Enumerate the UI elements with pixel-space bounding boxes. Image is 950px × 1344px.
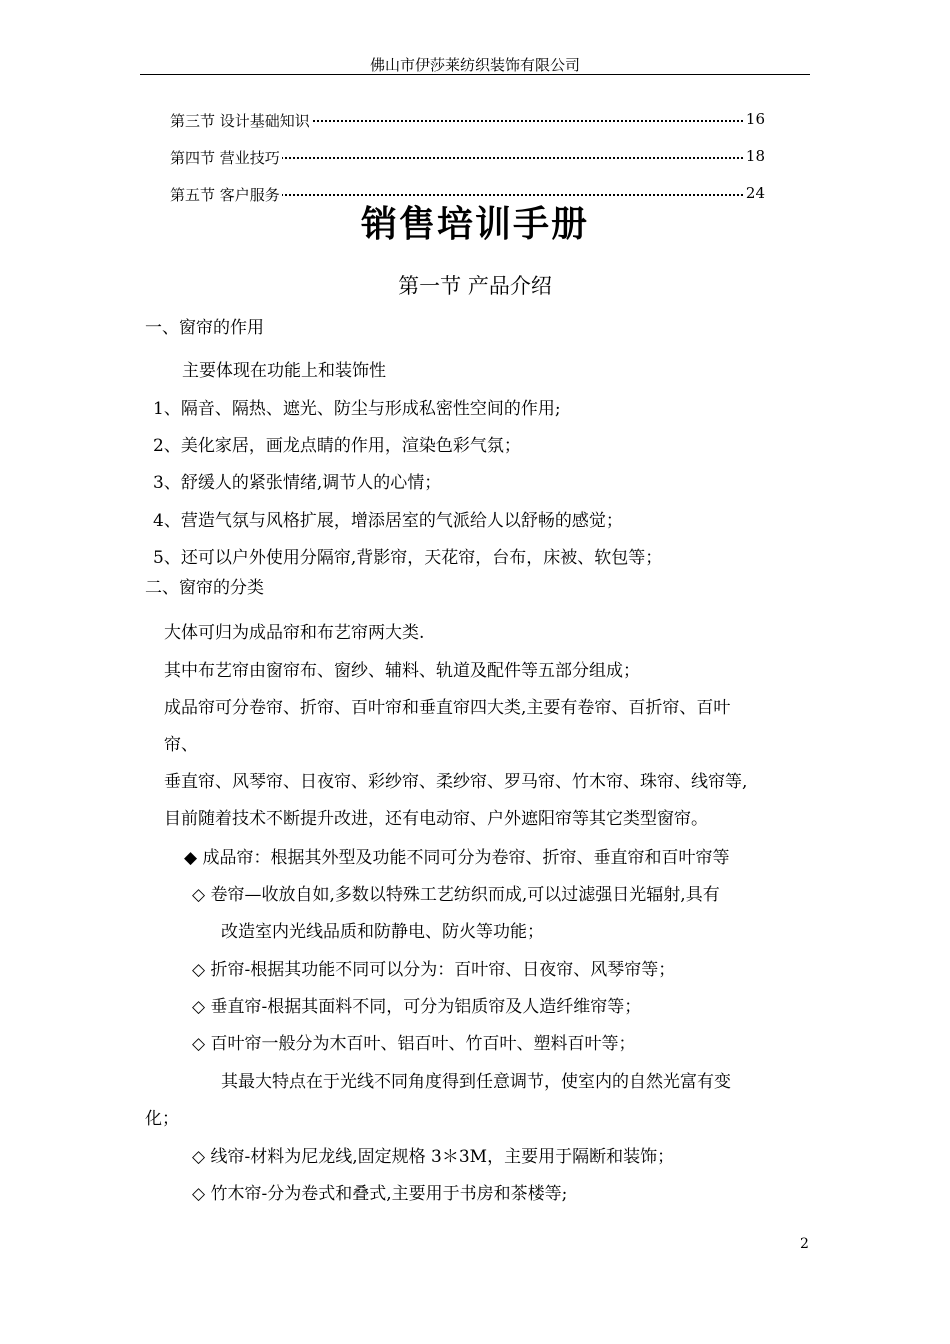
sub-bullet-continuation: 其最大特点在于光线不同角度得到任意调节，使室内的自然光富有变 bbox=[221, 1072, 731, 1092]
sub-bullet-continuation: 化； bbox=[145, 1109, 179, 1129]
heading-functions: 一、窗帘的作用 bbox=[145, 318, 264, 338]
heading-categories: 二、窗帘的分类 bbox=[145, 578, 264, 598]
bullet-item: ◆ 成品帘：根据其外型及功能不同可分为卷帘、折帘、垂直帘和百叶帘等 bbox=[184, 848, 730, 868]
list-item: 4、营造气氛与风格扩展，增添居室的气派给人以舒畅的感觉； bbox=[153, 511, 623, 531]
list-item: 2、美化家居，画龙点睛的作用，渲染色彩气氛； bbox=[153, 436, 521, 456]
page-number: 2 bbox=[800, 1236, 809, 1252]
toc-page: 18 bbox=[745, 147, 765, 165]
paragraph: 大体可归为成品帘和布艺帘两大类. bbox=[164, 623, 425, 643]
sub-bullet-item: ◇ 垂直帘-根据其面料不同，可分为铝质帘及人造纤维帘等； bbox=[192, 997, 642, 1017]
list-item: 5、还可以户外使用分隔帘,背影帘，天花帘，台布，床被、软包等； bbox=[153, 548, 663, 568]
paragraph: 帘、 bbox=[164, 735, 198, 755]
toc-entry[interactable] bbox=[170, 110, 765, 130]
toc-label: 第五节 客户服务 bbox=[170, 186, 280, 204]
sub-bullet-item: ◇ 竹木帘-分为卷式和叠式,主要用于书房和茶楼等; bbox=[192, 1184, 568, 1204]
sub-bullet-item: ◇ 线帘-材料为尼龙线,固定规格 3＊3M，主要用于隔断和装饰； bbox=[192, 1147, 675, 1167]
toc-page: 24 bbox=[745, 184, 765, 202]
toc-label: 第四节 营业技巧 bbox=[170, 149, 280, 167]
sub-bullet-continuation: 改造室内光线品质和防静电、防火等功能； bbox=[221, 922, 544, 942]
sub-bullet-item: ◇ 百叶帘一般分为木百叶、铝百叶、竹百叶、塑料百叶等； bbox=[192, 1034, 636, 1054]
toc-page: 16 bbox=[745, 110, 765, 128]
paragraph: 目前随着技术不断提升改进，还有电动帘、户外遮阳帘等其它类型窗帘。 bbox=[164, 809, 708, 829]
sub-bullet-item: ◇ 折帘-根据其功能不同可以分为：百叶帘、日夜帘、风琴帘等； bbox=[192, 960, 676, 980]
header-rule bbox=[140, 74, 810, 75]
toc-label: 第三节 设计基础知识 bbox=[170, 112, 310, 130]
list-item: 3、舒缓人的紧张情绪,调节人的心情； bbox=[153, 473, 442, 493]
page-header: 佛山市伊莎莱纺织装饰有限公司 bbox=[369, 56, 580, 74]
paragraph: 成品帘可分卷帘、折帘、百叶帘和垂直帘四大类,主要有卷帘、百折帘、百叶 bbox=[164, 698, 731, 718]
toc-entry[interactable] bbox=[170, 147, 765, 167]
paragraph: 主要体现在功能上和装饰性 bbox=[182, 361, 386, 381]
list-item: 1、隔音、隔热、遮光、防尘与形成私密性空间的作用; bbox=[153, 399, 561, 419]
paragraph: 其中布艺帘由窗帘布、窗纱、辅料、轨道及配件等五部分组成； bbox=[164, 661, 640, 681]
paragraph: 垂直帘、风琴帘、日夜帘、彩纱帘、柔纱帘、罗马帘、竹木帘、珠帘、线帘等, bbox=[164, 772, 748, 792]
document-title: 销售培训手册 bbox=[360, 204, 589, 245]
section-title: 第一节 产品介绍 bbox=[398, 274, 552, 298]
sub-bullet-item: ◇ 卷帘—收放自如,多数以特殊工艺纺织而成,可以过滤强日光辐射,具有 bbox=[192, 885, 720, 905]
